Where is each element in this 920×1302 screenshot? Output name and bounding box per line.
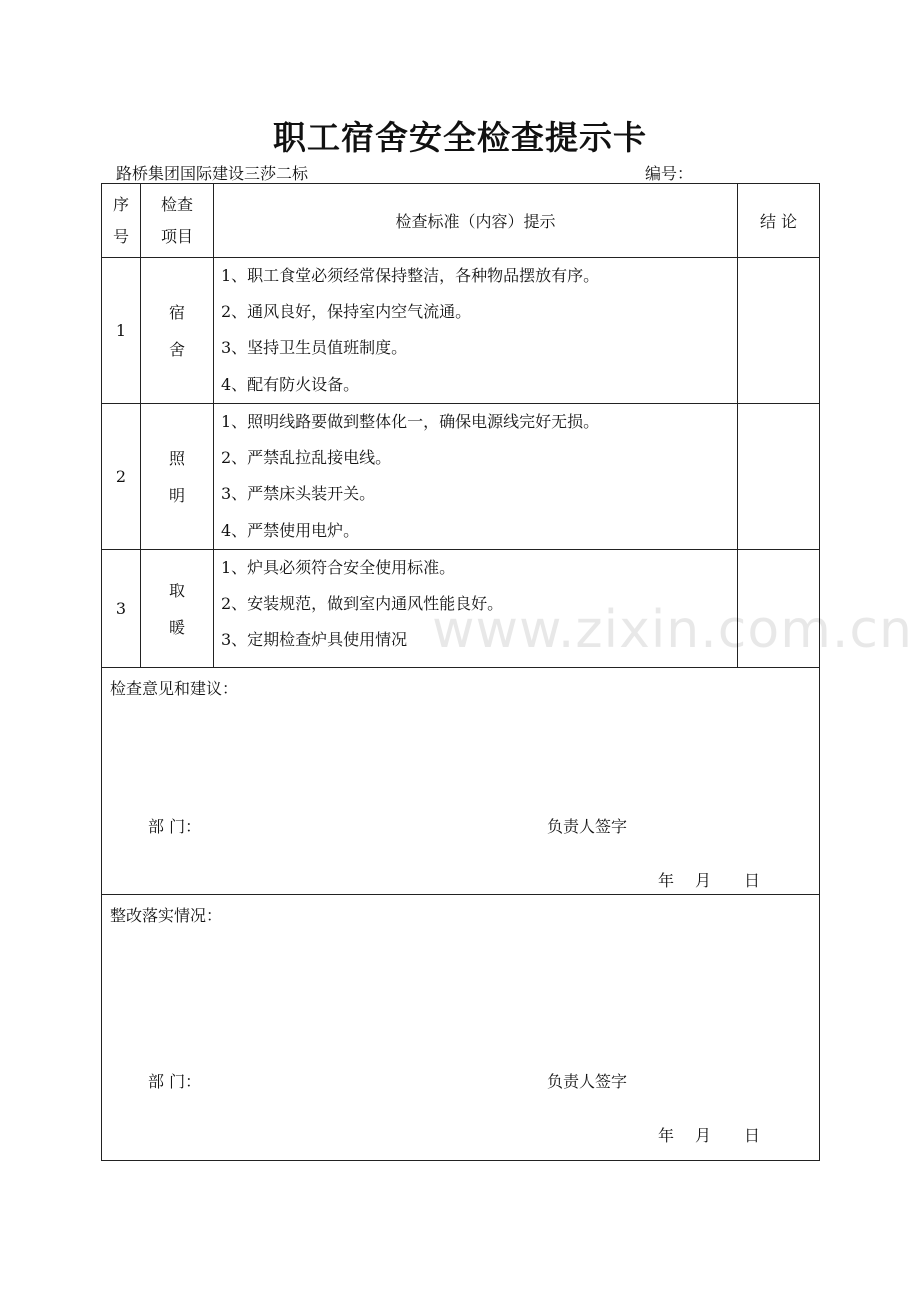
- standard-item: 3、定期检查炉具使用情况: [221, 630, 408, 650]
- standard-item: 3、严禁床头装开关。: [221, 484, 376, 504]
- watermark: www.zixin.com.cn: [432, 600, 913, 660]
- row-category: 宿 舍: [141, 258, 214, 404]
- department-label: 部 门：: [148, 817, 202, 836]
- signature-label: 负责人签字: [547, 817, 628, 836]
- row-category: 照 明: [141, 404, 214, 550]
- date-label: 年 月 日: [658, 871, 761, 890]
- row-category: 取 暖: [141, 550, 214, 668]
- table-header-row: [102, 184, 820, 258]
- standard-item: 1、照明线路要做到整体化一，确保电源线完好无损。: [221, 412, 600, 431]
- page-title: 职工宿舍安全检查提示卡: [273, 118, 647, 157]
- standard-item: 1、职工食堂必须经常保持整洁，各种物品摆放有序。: [221, 266, 600, 285]
- date-label: 年 月 日: [658, 1126, 761, 1145]
- header-standard: 检查标准（内容）提示: [214, 184, 738, 258]
- rectification-section[interactable]: [102, 895, 820, 1161]
- row-number: 2: [102, 404, 141, 550]
- table-row: [102, 258, 820, 404]
- standard-item: 2、安装规范，做到室内通风性能良好。: [221, 594, 504, 614]
- row-number: 3: [102, 550, 141, 668]
- row-standards: [214, 404, 738, 550]
- opinion-section-row: [102, 668, 820, 895]
- header-conclusion: 结 论: [738, 184, 820, 258]
- row-number: 1: [102, 258, 141, 404]
- conclusion-cell[interactable]: [738, 404, 820, 550]
- standard-item: 4、严禁使用电炉。: [221, 520, 360, 540]
- inspection-table: [101, 183, 820, 1161]
- rectification-section-row: [102, 895, 820, 1161]
- row-standards: [214, 258, 738, 404]
- opinion-section[interactable]: [102, 668, 820, 895]
- number-label: 编号：: [645, 164, 694, 183]
- header-seq: 序 号: [102, 184, 141, 258]
- rectification-label: 整改落实情况：: [110, 906, 223, 925]
- standard-item: 3、坚持卫生员值班制度。: [221, 338, 408, 358]
- conclusion-cell[interactable]: [738, 258, 820, 404]
- table-row: [102, 404, 820, 550]
- organization-label: 路桥集团国际建设三莎二标: [116, 164, 309, 183]
- standard-item: 2、严禁乱拉乱接电线。: [221, 448, 392, 468]
- header-item: 检查 项目: [141, 184, 214, 258]
- signature-label: 负责人签字: [547, 1072, 628, 1091]
- department-label: 部 门：: [148, 1072, 202, 1091]
- opinion-label: 检查意见和建议：: [110, 679, 239, 698]
- standard-item: 4、配有防火设备。: [221, 374, 360, 394]
- standard-item: 1、炉具必须符合安全使用标准。: [221, 558, 456, 577]
- standard-item: 2、通风良好，保持室内空气流通。: [221, 302, 472, 322]
